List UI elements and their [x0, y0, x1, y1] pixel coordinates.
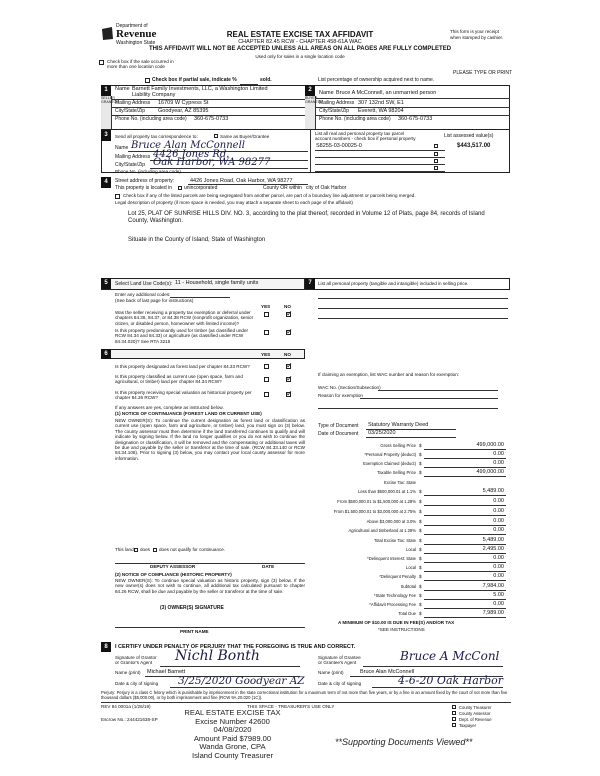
minimum-fee-note: A MINIMUM OF $10.00 IS DUE IN FEE(S) AND/OR TAX [338, 620, 455, 625]
fee-total-state-value: 5,489.00 [482, 537, 504, 543]
fee-tier4-label: Above $3,000,000 at 3.0% [366, 519, 416, 524]
stamp-line-3: 04/08/2020 [213, 725, 252, 735]
stamp-line-6: Island County Treasurer [191, 750, 274, 760]
fee-exemption-dollar: $ [419, 461, 422, 466]
city-of: city of Oak Harbor [306, 185, 347, 191]
seller-name-cont: Liability Company [132, 92, 176, 98]
wac-claim-label: If claiming an exemption, list WAC number and reason for exemption: [318, 372, 460, 377]
stamp-line-4: Amount Paid $7989.00 [193, 733, 272, 743]
send-correspondence-label: Send all property tax correspondence to: [115, 134, 198, 139]
fee-taxable-value: 499,000.00 [476, 469, 504, 475]
form-subtitle: CHAPTER 82.45 RCW - CHAPTER 458-61A WAC [238, 39, 362, 45]
parcel-number: S8255-03-00025-0 [316, 143, 362, 149]
fee-affidavit-fee-label: *Affidavit Processing Fee [369, 602, 416, 607]
doc-date: 03/25/2020 [368, 430, 396, 436]
doc-type: Statutory Warranty Deed [368, 422, 429, 428]
fee-tier3-dollar: $ [419, 509, 422, 514]
section-4-badge: 4 [101, 177, 111, 188]
s3-city: Oak Harbor, WA 98277 [153, 157, 271, 168]
seller-phone: 360-675-0733 [194, 116, 229, 122]
fee-personal-property-value: 0.00 [493, 451, 504, 457]
historic-text: NEW OWNER(S): To continue special valuation as historic property, sign (3) below. If the new owner(s) does not wish to continue, all additional tax calculated pursuant to chapter 84.26 RCW, shall be due and payable by the seller or transferor at the time of sale. [115, 578, 305, 594]
unincorporated-label: unincorporated [184, 185, 218, 191]
supporting-docs-note: **Supporting Documents Viewed** [335, 737, 473, 747]
fee-tech-fee-value: 5.00 [493, 592, 504, 598]
s6-q1-yes[interactable] [264, 364, 269, 369]
fee-agricultural-value: 0.00 [493, 527, 504, 533]
copy-checkbox-4[interactable] [452, 723, 456, 727]
fee-subtotal-dollar: $ [419, 584, 422, 589]
rev-number: REV 84 0001a (1/26/19) [101, 704, 151, 709]
fee-tier1-dollar: $ [419, 489, 422, 494]
deputy-assessor: DEPUTY ASSESSOR [150, 564, 196, 569]
buyer-name: Bruce A McConnell, an unmarried person [336, 90, 437, 96]
fee-tier2-value: 0.00 [493, 498, 504, 504]
buyer-phone: 360-675-0733 [398, 116, 433, 122]
buyer-name-label: Name [319, 90, 334, 96]
s5-question-1: Was the seller receiving a property tax exemption or deferral under chapters 84.36, 84.37, or 84.38 RCW (nonprofit organization, senior citizen, or disabled person, homeowner with limited income)? [115, 310, 254, 326]
section-2-badge: 2 [305, 85, 315, 96]
sold-label: sold. [260, 77, 272, 83]
s6-q2-no-mark: ✓ [286, 374, 293, 383]
copy-label-4: Taxpayer [459, 722, 476, 728]
perjury-notice: Perjury: Perjury is a class C felony which is punishable by imprisonment in the state correctional institution for a maximum term of not more than five years, or by a fine in an amount fixed by the court of not more than five thousand dollars ($5,000.00), or by both imprisonment and fine (RCW 9A.20.020 (1C)). [101, 690, 508, 700]
copy-checkbox-2[interactable] [452, 711, 456, 715]
does-label: does [140, 547, 150, 552]
seller-side-label: SELLER GRANTOR [101, 96, 112, 130]
fee-personal-property-label: *Personal Property (deduct) [364, 452, 416, 457]
grantee-date-city: 4-6-20 Oak Harbor [398, 674, 503, 687]
segregation-checkbox[interactable] [115, 194, 120, 199]
fee-total-due-value: 7,989.00 [482, 610, 504, 616]
grantor-name-label: Name (print) [115, 670, 141, 675]
doc-type-label: Type of Document [318, 423, 359, 429]
land-use-label: Select Land Use Code(s): [115, 281, 173, 287]
fee-subtotal-value: 7,984.00 [482, 583, 504, 589]
historic-title: (2) NOTICE OF COMPLIANCE (HISTORIC PROPERTY) [115, 572, 232, 577]
assessed-value: $443,517.00 [457, 143, 491, 149]
personal-property-checkbox-1[interactable] [434, 144, 438, 148]
fee-tech-fee-label: *State Technology Fee [373, 593, 416, 598]
section-7-badge: 7 [305, 278, 315, 289]
assessed-header: List assessed value(s) [444, 133, 494, 139]
owner-signature-label: (3) OWNER(S) SIGNATURE [160, 605, 224, 611]
fee-gross-label: Gross Selling Price [380, 443, 416, 448]
fee-delinquent-local-value: 0.00 [493, 564, 504, 570]
s6-yes: YES [261, 352, 271, 357]
grantee-date-label: Date & city of signing [318, 681, 362, 686]
logo-line2: Revenue [116, 28, 157, 40]
buyer-address-label: Mailing Address [319, 100, 355, 106]
copy-label-3: Dept. of Revenue [459, 716, 492, 722]
continuance-title: (1) NOTICE OF CONTINUANCE (FOREST LAND OR CURRENT USE) [115, 411, 262, 416]
copy-checkbox-1[interactable] [452, 705, 456, 709]
copy-label-2: County Assessor [459, 710, 491, 716]
grantor-date-label: Date & city of signing [115, 681, 159, 686]
does-not-checkbox[interactable] [153, 548, 157, 552]
segregation-label: Check box if any of the listed parcels are being segregated from another parcel, are part of a boundary line adjustment or parcels being merged. [123, 193, 416, 198]
section-6-badge: 6 [101, 349, 111, 359]
legal-desc-label: Legal description of property (if more space is needed, you may attach a separate sheet to each page of the affidavit) [115, 200, 353, 205]
seller-city: Goodyear, AZ 85395 [158, 108, 209, 114]
fee-exemption-value: 0.00 [493, 460, 504, 466]
fee-affidavit-fee-dollar: $ [419, 602, 422, 607]
s5-q1-no-mark: ✓ [286, 309, 293, 318]
multi-location-label-1: Check box if the sale occurred in [107, 59, 174, 64]
fee-affidavit-fee-value: 0.00 [493, 601, 504, 607]
fee-gross-dollar: $ [419, 443, 422, 448]
fee-taxable-label: Taxable Selling Price [377, 470, 416, 475]
fee-exemption-label: Exemption Claimed (deduct) [363, 461, 416, 466]
s3-name: Bruce Alan McConnell [131, 140, 245, 151]
grantor-sig-label: Signature of Grantor or Grantor's Agent [115, 655, 157, 666]
partial-sale-label: Check box if partial sale, indicate % [152, 77, 237, 83]
situate: Situate in the County of Island, State of Washington [128, 237, 266, 243]
print-name-label: PRINT NAME [180, 629, 209, 634]
treasurer-only: THIS SPACE - TREASURER'S USE ONLY [247, 704, 335, 709]
s3-address: 4426 Jones Rd. [153, 149, 230, 160]
s5-q1-yes[interactable] [264, 312, 269, 317]
fee-agricultural-label: Agricultural and timberland at 1.28% [348, 528, 416, 533]
form-title: REAL ESTATE EXCISE TAX AFFIDAVIT [226, 30, 374, 39]
copy-checkbox-3[interactable] [452, 717, 456, 721]
multi-location-checkbox[interactable] [99, 60, 104, 65]
buyer-city-label: City/State/Zip [319, 108, 350, 114]
s3-address-label: Mailing Address [115, 154, 151, 160]
section-5-badge: 5 [101, 278, 111, 289]
stamp-line-2: Excise Number 42600 [195, 716, 270, 726]
grantee-name: Bruce Alan McConnell [360, 669, 415, 675]
grantor-signature: Nichl Bonth [175, 648, 260, 664]
land-does-label: This land [115, 547, 134, 552]
buyer-city: Everett, WA 98204 [358, 108, 404, 114]
personal-property-checkbox-3[interactable] [434, 159, 438, 163]
doc-date-label: Date of Document [318, 431, 359, 437]
ownership-note: List percentage of ownership acquired next to name. [318, 77, 435, 83]
does-checkbox[interactable] [134, 548, 138, 552]
personal-property-checkbox-2[interactable] [434, 152, 438, 156]
unincorporated-checkbox[interactable] [178, 186, 182, 190]
fee-personal-property-dollar: $ [419, 452, 422, 457]
s6-q2-yes[interactable] [264, 377, 269, 382]
fee-taxable-dollar: $ [419, 470, 422, 475]
grantor-date-city: 3/25/2020 Goodyear AZ [178, 675, 305, 687]
reason-label: Reason for exemption [318, 393, 363, 398]
certify-statement: I CERTIFY UNDER PENALTY OF PERJURY THAT THE FOREGOING IS TRUE AND CORRECT. [115, 644, 356, 650]
land-use-code: 11 - Household, single family units [175, 280, 259, 286]
receipt-note-1: This form is your receipt [450, 29, 500, 34]
fee-tier3-value: 0.00 [493, 508, 504, 514]
grantee-name-label: Name (print) [318, 670, 344, 675]
parcel-header-1: List all real and personal property tax parcel [315, 131, 405, 136]
buyer-address: 307 132nd SW, E1 [358, 100, 404, 106]
does-not-label: does not qualify for continuance. [159, 547, 226, 552]
copy-label-1: County Treasurer [459, 704, 492, 710]
fee-tier4-value: 0.00 [493, 518, 504, 524]
fee-total-due-label: Total Due [398, 611, 416, 616]
fee-gross-value: 499,000.00 [476, 442, 504, 448]
county-or-within: County OR within [263, 185, 302, 191]
s3-name-label: Name [115, 145, 129, 151]
s5-q2-no-mark: ✓ [286, 327, 293, 336]
see-instructions: *SEE INSTRUCTIONS [378, 627, 425, 632]
personal-property-checkbox-4[interactable] [434, 166, 438, 170]
seller-name-label: Name [115, 86, 130, 92]
s6-question-3: Is this property receiving special valuation as historical property per chapter 84.26 RCW? [115, 390, 252, 401]
fee-delinquent-interest-dollar: $ [419, 556, 422, 561]
fee-tier3-label: From $1,500,000.01 to $3,000,000 at 2.75% [333, 509, 416, 514]
logo-line1: Department of [116, 23, 148, 29]
escrow-number: Escrow No.: 244421638-SP [101, 717, 158, 722]
if-yes-note: If any answers are yes, complete as instructed below. [115, 405, 224, 410]
partial-sale-checkbox[interactable] [145, 78, 150, 83]
s6-q3-no-mark: ✓ [286, 389, 293, 398]
parcel-header-2: account numbers - check box if personal property [315, 136, 416, 141]
seller-address-label: Mailing Address [115, 100, 151, 106]
see-back: (See back of last page for instructions) [115, 298, 194, 303]
fee-delinquent-interest-label: *Delinquent Interest: State [367, 556, 416, 561]
s5-yes: YES [261, 304, 271, 309]
deputy-date: DATE [262, 564, 275, 569]
section-8-badge: 8 [101, 642, 111, 652]
fee-subtotal-label: Subtotal [400, 584, 416, 589]
fee-local-label: Local [405, 547, 416, 552]
fee-excise-state-header-label: Excise Tax: State [383, 480, 416, 485]
buyer-side-label: BUYER GRANTEE [305, 96, 316, 130]
fee-agricultural-dollar: $ [419, 528, 422, 533]
fee-total-state-label: Total Excise Tax: State [373, 538, 416, 543]
fee-delinquent-local-label: Local [405, 565, 416, 570]
fee-tier4-dollar: $ [419, 519, 422, 524]
grantee-signature: Bruce A McConl [400, 649, 500, 663]
s3-phone-label: Phone No. (including area code) [115, 169, 181, 174]
fee-tier1-value: 5,489.00 [482, 488, 504, 494]
s5-q2-yes[interactable] [264, 330, 269, 335]
seller-city-label: City/State/Zip [115, 108, 146, 114]
legal-description: Lot 25, PLAT OF SUNRISE HILLS DIV. NO. 3, according to the plat thereof, recorded in Volume 12 of Plats, page 84, records of Island County, Washington. [128, 211, 485, 224]
located-in-label: This property is located in [115, 185, 172, 191]
wac-no-label: WAC No. (Section/Subsection) [318, 385, 381, 390]
single-location-note: Used only for sales in a single location code [255, 54, 345, 59]
buyer-phone-label: Phone No. (including area code) [319, 116, 391, 122]
fee-delinquent-penalty-dollar: $ [419, 574, 422, 579]
grantor-name: Michael Barnett [147, 669, 186, 675]
s3-city-label: City/State/Zip [115, 162, 146, 168]
personal-property-label: List all personal property (tangible and intangible) included in selling price. [318, 281, 469, 286]
additional-codes: Enter any additional codes: [115, 292, 171, 297]
street-label: Street address of property: [115, 178, 175, 184]
multi-location-label-2: more than one location code [107, 64, 165, 69]
fee-delinquent-interest-value: 0.00 [493, 555, 504, 561]
fee-tier1-label: Less than $500,000.01 at 1.1% [358, 489, 416, 494]
fee-tier2-label: From $500,000.01 to $1,500,000 at 1.28% [337, 499, 416, 504]
receipt-note-2: when stamped by cashier. [450, 35, 504, 40]
fee-delinquent-local-dollar: $ [419, 565, 422, 570]
s6-question-1: Is this property designated as forest land per chapter 84.33 RCW? [115, 364, 250, 369]
logo-line3: Washington State [116, 40, 156, 46]
fee-total-due-dollar: $ [419, 611, 422, 616]
s5-no: NO [284, 304, 291, 309]
s5-question-2: Is this property predominantly used for timber (as classified under RCW 84.34 and 84.33) or agriculture (as classified under RCW 84.34.020)? See RTA 3215 [115, 328, 249, 344]
same-as-buyer-label: Same as Buyer/Grantee [220, 134, 270, 139]
stamp-line-1: REAL ESTATE EXCISE TAX [184, 708, 281, 717]
s6-question-2: Is this property classified as current use (open space, farm and agricultural, or timber) land per chapter 84.34 RCW? [115, 374, 243, 385]
section-1-badge: 1 [101, 85, 111, 96]
s6-no: NO [284, 352, 291, 357]
fee-delinquent-penalty-value: 0.00 [493, 573, 504, 579]
seller-address: 16709 W Cypress St [158, 100, 209, 106]
fee-delinquent-penalty-label: *Delinquent Penalty [379, 574, 416, 579]
fee-local-dollar: $ [419, 547, 422, 552]
please-type: PLEASE TYPE OR PRINT [453, 70, 513, 76]
section-3-badge: 3 [101, 130, 111, 141]
form-warning: THIS AFFIDAVIT WILL NOT BE ACCEPTED UNLESS ALL AREAS ON ALL PAGES ARE FULLY COMPLETED [148, 46, 452, 52]
s6-q3-yes[interactable] [264, 392, 269, 397]
street-address: 4426 Jones Road, Oak Harbor, WA 98277 [190, 178, 293, 184]
fee-tech-fee-dollar: $ [419, 593, 422, 598]
seller-name: Barnett Family Investments, LLC, a Washington Limited [132, 86, 268, 92]
continuance-text: NEW OWNER(S): To continue the current designation as forest land or classification as current use (open space, farm and agriculture, or timber) land, you must sign on (3) below. The county assessor must then determine if the land transferred continues to qualify and will indicate by signing below. If the land no longer qualifies or you do not wish to continue the designation or classification, it will be removed and the compensating or additional taxes will be due and payable by the seller or transferor at the time of sale. (RCW 84.33.140 or RCW 84.34.108). Prior to signing (3) below, you may contact your local county assessor for more information. [115, 418, 305, 461]
grantee-sig-label: Signature of Grantee or Grantee's Agent [318, 655, 361, 666]
seller-phone-label: Phone No. (including area code) [115, 116, 187, 122]
stamp-line-5: Wanda Grone, CPA [199, 742, 266, 752]
treasurer-stamp [170, 709, 295, 761]
same-as-buyer-checkbox[interactable] [214, 134, 218, 138]
fee-local-value: 2,495.00 [482, 546, 504, 552]
fee-total-state-dollar: $ [419, 538, 422, 543]
s6-q1-no-mark: ✓ [286, 361, 293, 370]
fee-tier2-dollar: $ [419, 499, 422, 504]
